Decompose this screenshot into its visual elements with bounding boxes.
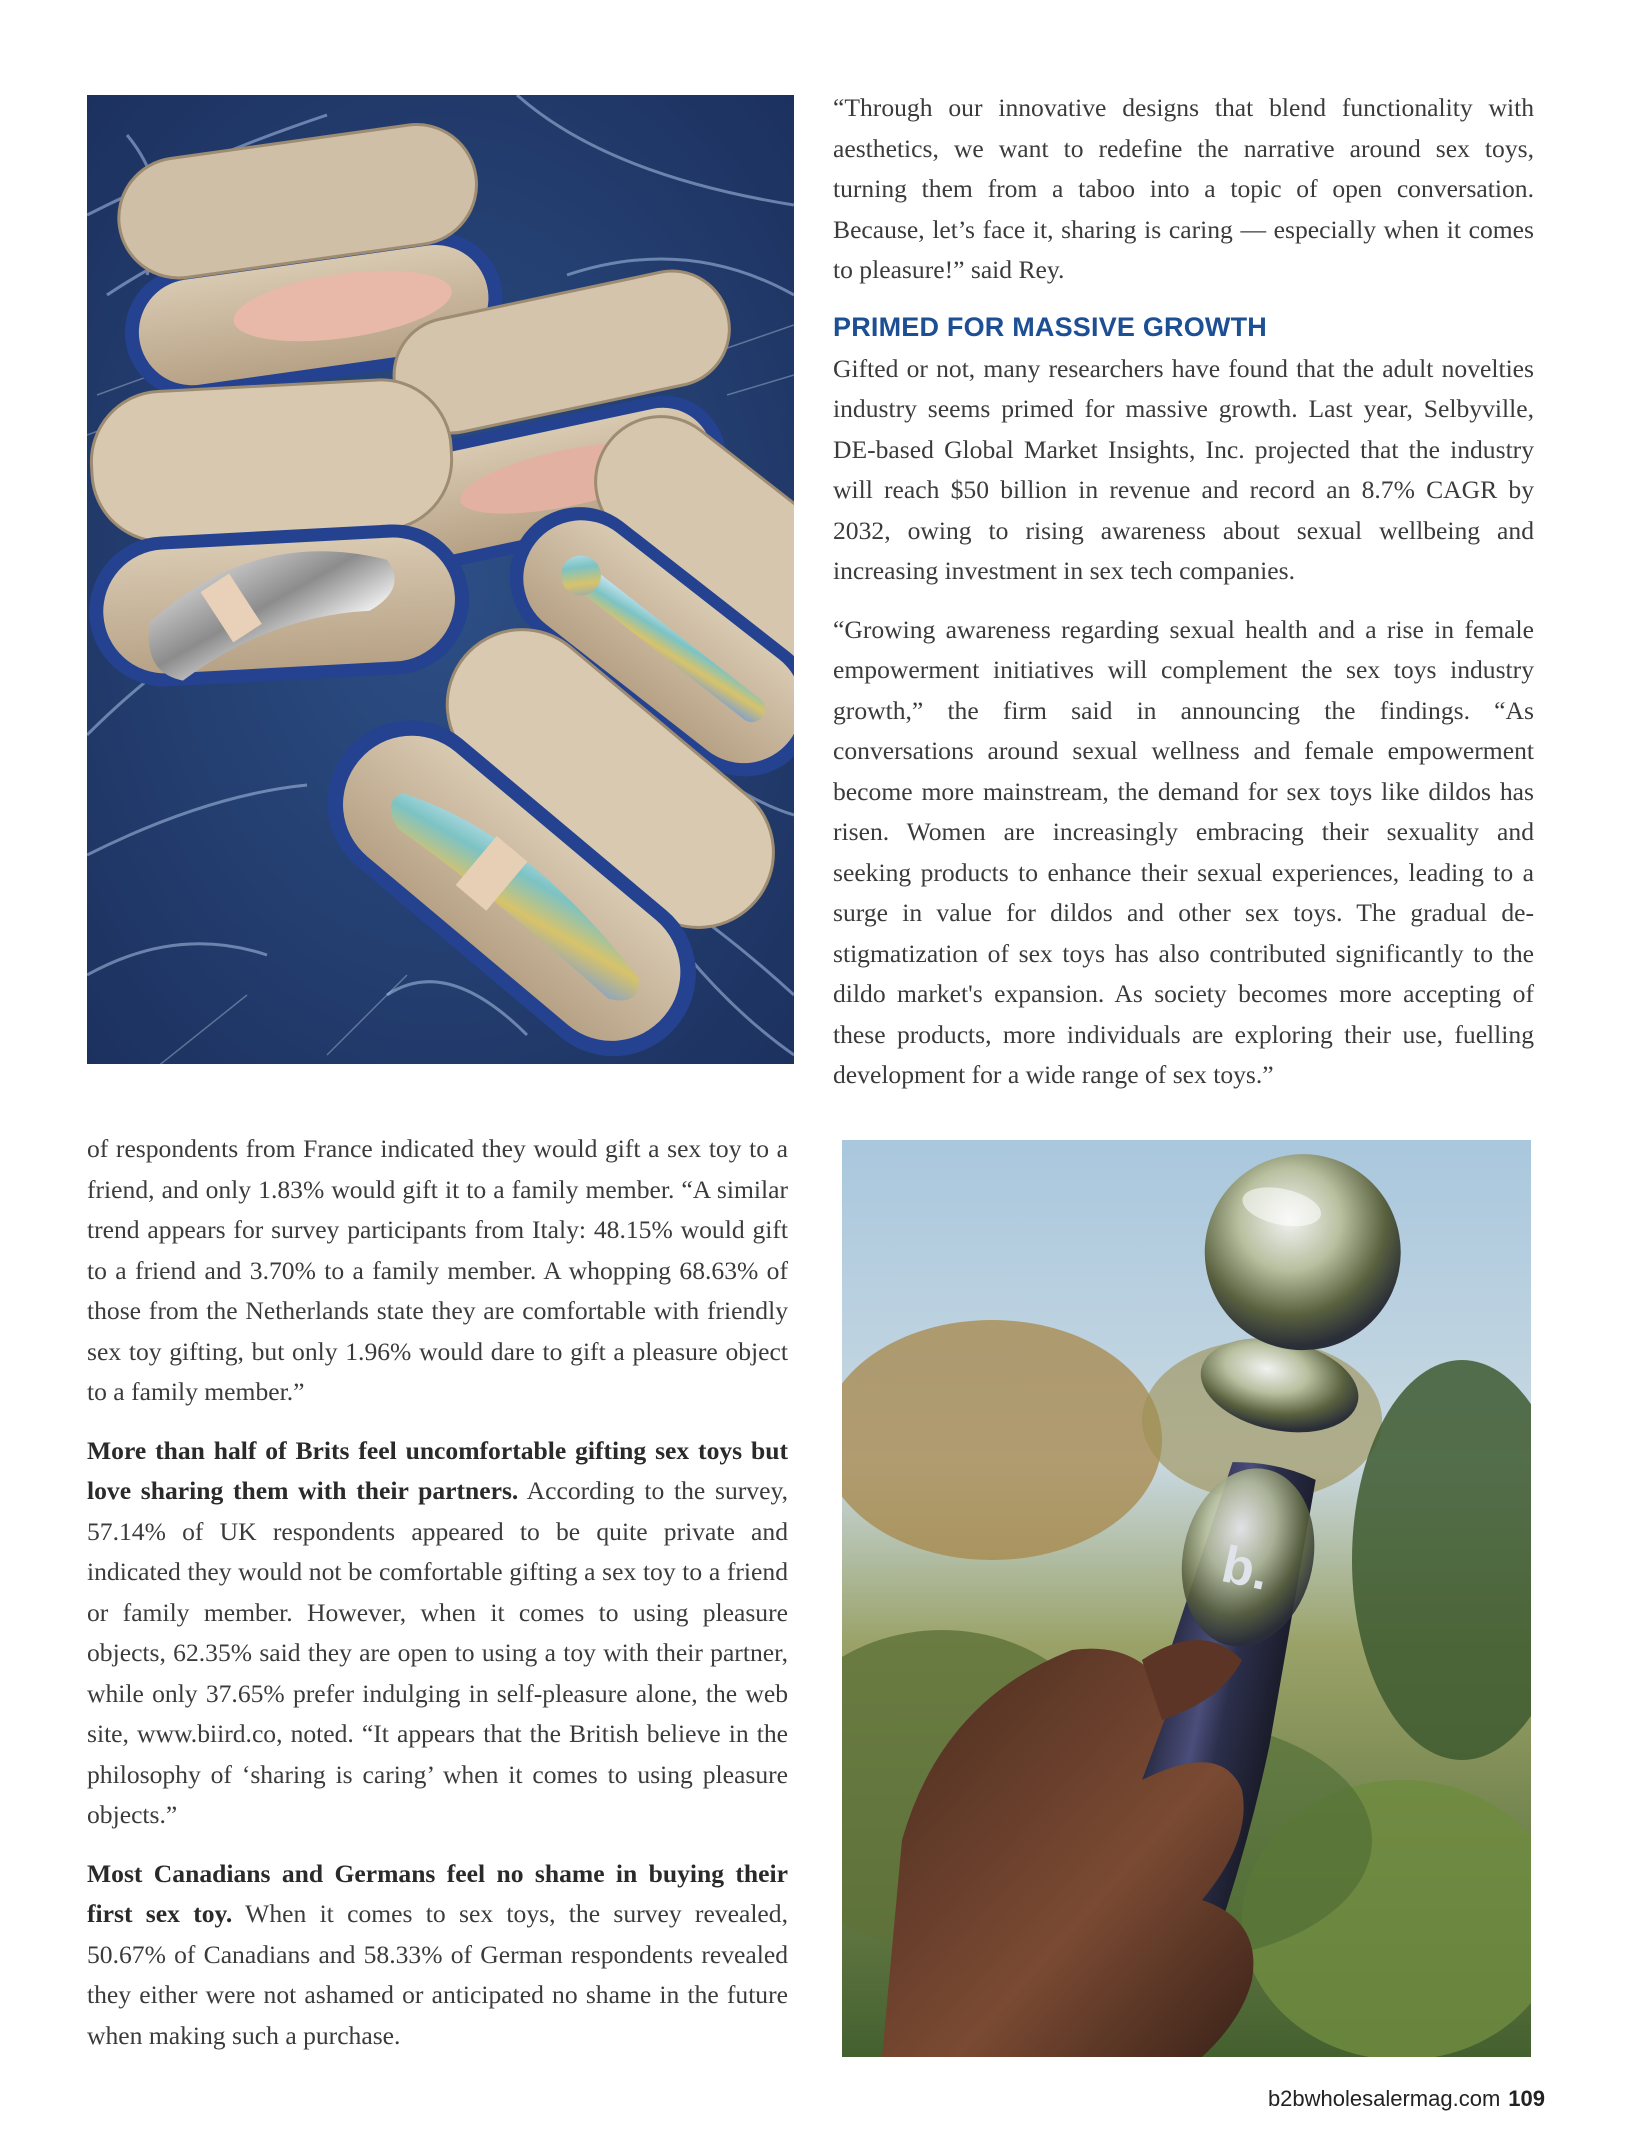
glass-logo: b.: [1216, 1535, 1275, 1602]
paragraph: of respondents from France indicated they would gift a sex toy to a friend, and only 1.83% would gift it to a family member. “A similar trend appears for survey participants from Italy: 48.15% would gift to a friend and 3.70% to a family member. A whopping 68.63% of those from the Netherlands state they are comfortable with friendly sex toy gifting, but only 1.96% would dare to gift a pleasure object to a family member.”: [87, 1134, 788, 1406]
paragraph: [87, 1854, 788, 2057]
paragraph-lead: More than half of Brits feel uncomfortable gifting sex toys but love sharing them with their partners.: [87, 1435, 788, 1505]
paragraph: Gifted or not, many researchers have found that the adult novelties industry seems primed for massive growth. Last year, Selbyville, DE-based Global Market Insights, Inc. projected that the industry will reach $50 billion in revenue and record an 8.7% CAGR by 2032, owing to rising awareness about sexual wellbeing and increasing investment in sex tech companies.: [833, 353, 1534, 585]
paragraph-lead: Most Canadians and Germans feel no shame in buying their first sex toy.: [87, 1858, 788, 1928]
site-url: b2bwholesalermag.com: [1267, 2086, 1501, 2111]
page-footer: [1268, 2086, 1545, 2112]
paragraph: [87, 1431, 788, 1836]
paragraph-body: According to the survey, 57.14% of UK respondents appeared to be quite private and indicated they would not be comfortable gifting a sex toy to a friend or family member. However, when it comes to using pleasure objects, 62.35% said they are open to using a toy with their partner, while only 37.65% prefer indulging in self-pleasure alone, the web site, www.biird.co, noted. “It appears that the British believe in the philosophy of ‘sharing is caring’ when it comes to using pleasure objects.”: [87, 1476, 788, 1829]
photo-glass-wand: [842, 1140, 1531, 2057]
left-column: [87, 1129, 788, 2074]
right-column: [833, 88, 1534, 1114]
paragraph-body: When it comes to sex toys, the survey revealed, 50.67% of Canadians and 58.33% of German respondents revealed they either were not ashamed or anticipated no shame in the future when making such a purchase.: [87, 1899, 788, 2050]
paragraph: “Growing awareness regarding sexual health and a rise in female empowerment initiatives will complement the sex toys industry growth,” the firm said in announcing the findings. “As conversations around sexual wellness and female empowerment become more mainstream, the demand for sex toys like dildos has risen. Women are increasingly embracing their sexuality and seeking products to enhance their sexual experiences, leading to a surge in value for dildos and other sex toys. The gradual de-stigmatization of sex toys has also contributed significantly to the dildo market's expansion. As society becomes more accepting of these products, more individuals are exploring their use, fuelling development for a wide range of sex toys.”: [833, 614, 1534, 1089]
page-number: 109: [1508, 2086, 1545, 2111]
section-heading: PRIMED FOR MASSIVE GROWTH: [833, 311, 1268, 342]
paragraph: “Through our innovative designs that blend functionality with aesthetics, we want to redefine the narrative around sex toys, turning them from a taboo into a topic of open conversation. Because, let’s face it, sharing is caring — especially when it comes to pleasure!” said Rey.: [833, 93, 1534, 284]
photo-toy-cases: [87, 95, 794, 1064]
